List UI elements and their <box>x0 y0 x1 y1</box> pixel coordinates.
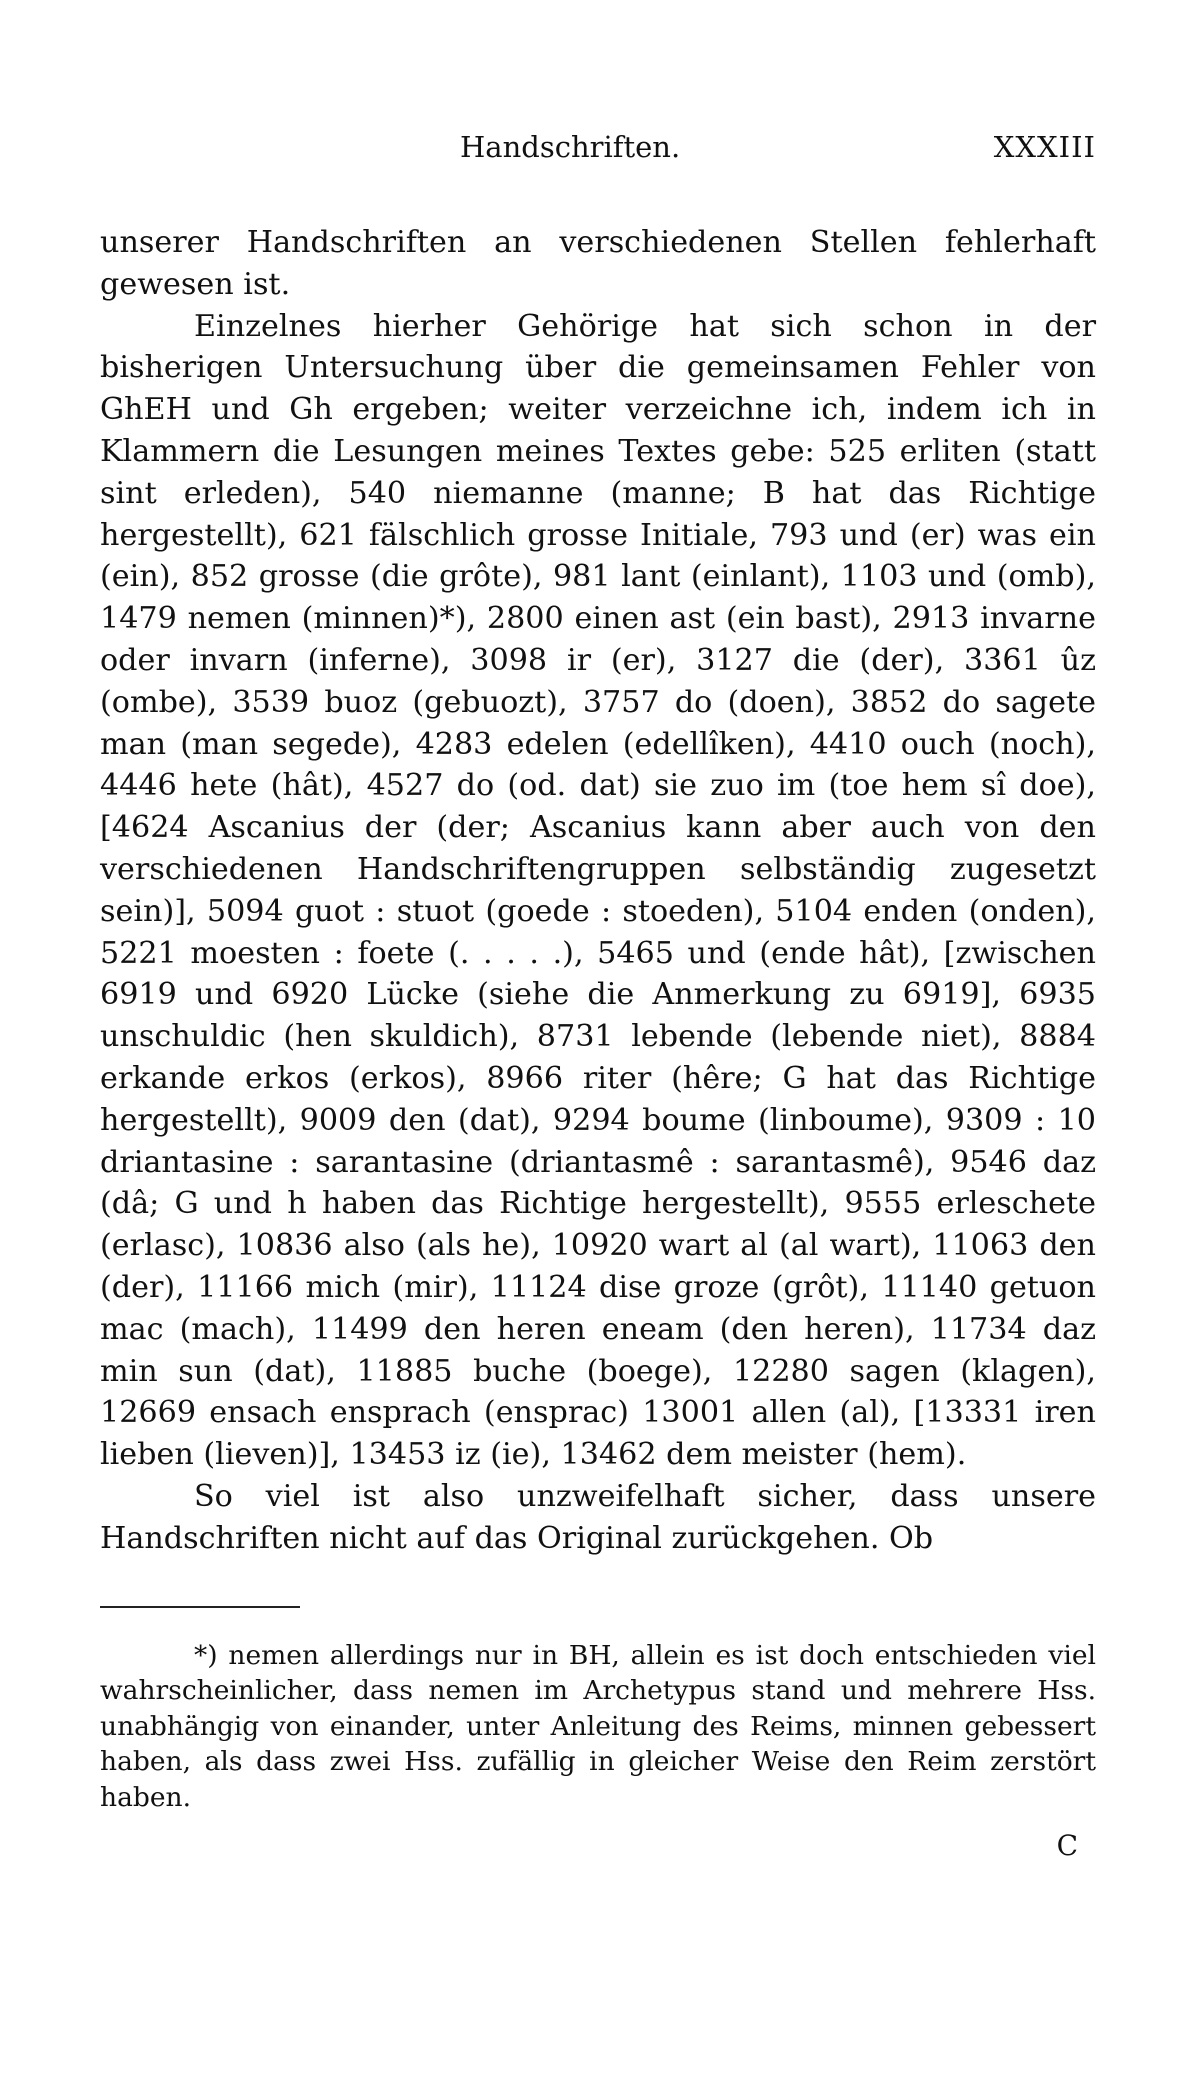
paragraph-conclusion: So viel ist also unzweifelhaft sicher, dass unsere Handschriften nicht auf das Original zurückgehen. Ob <box>100 1478 1096 1556</box>
paragraph-continuation: unserer Handschriften an verschiedenen Stellen fehlerhaft gewesen ist. <box>100 225 1096 302</box>
footnote-rule <box>100 1606 300 1608</box>
signature-mark: C <box>1056 1829 1078 1862</box>
running-head <box>100 130 1096 180</box>
book-page <box>100 130 1096 1862</box>
running-title: Handschriften. <box>460 130 681 164</box>
paragraph-variant-readings: Einzelnes hierher Gehörige hat sich schon in der bisherigen Untersuchung über die gemeinsamen Fehler von GhEH und Gh ergeben; weiter verzeichne ich, indem ich in Klammern die Lesungen meines Textes gebe: 525 erliten (statt sint erleden), 540 niemanne (manne; B hat das Richtige hergestellt), 621 fälschlich grosse Initiale, 793 und (er) was ein (ein), 852 grosse (die grôte), 981 lant (einlant), 1103 und (omb), 1479 nemen (minnen)*), 2800 einen ast (ein bast), 2913 invarne oder invarn (inferne), 3098 ir (er), 3127 die (der), 3361 ûz (ombe), 3539 buoz (gebuozt), 3757 do (doen), 3852 do sagete man (man segede), 4283 edelen (edellîken), 4410 ouch (noch), 4446 hete (hât), 4527 do (od. dat) sie zuo im (toe hem sî doe), [4624 Ascanius der (der; Ascanius kann aber auch von den verschiedenen Handschriftengruppen selbständig zugesetzt sein)], 5094 guot : stuot (goede : stoeden), 5104 enden (onden), 5221 moesten : foete (. . . . .), 5465 und (ende hât), [zwischen 6919 und 6920 Lücke (siehe die Anmerkung zu 6919], 6935 unschuldic (hen skuldich), 8731 lebende (lebende niet), 8884 erkande erkos (erkos), 8966 riter (hêre; G hat das Richtige hergestellt), 9009 den (dat), 9294 boume (linboume), 9309 : 10 driantasine : sarantasine (driantasmê : sarantasmê), 9546 daz (dâ; G und h haben das Richtige hergestellt), 9555 erleschete (erlasc), 10836 also (als he), 10920 wart al (al wart), 11063 den (der), 11166 mich (mir), 11124 dise groze (grôt), 11140 getuon mac (mach), 11499 den heren eneam (den heren), 11734 daz min sun (dat), 11885 buche (boege), 12280 sagen (klagen), 12669 ensach ensprach (ensprac) 13001 allen (al), [13331 iren lieben (lieven)], 13453 iz (ie), 13462 dem meister (hem). <box>100 308 1096 1473</box>
page-number: XXXIII <box>993 130 1096 164</box>
footnote: *) nemen allerdings nur in BH, allein es ist doch entschieden viel wahrscheinlicher, dass nemen im Archetypus stand und mehrere Hss. unabhängig von einander, unter Anleitung des Reims, minnen gebessert haben, als dass zwei Hss. zufällig in gleicher Weise den Reim zerstört haben. <box>100 1639 1096 1813</box>
main-text <box>100 222 1096 1560</box>
